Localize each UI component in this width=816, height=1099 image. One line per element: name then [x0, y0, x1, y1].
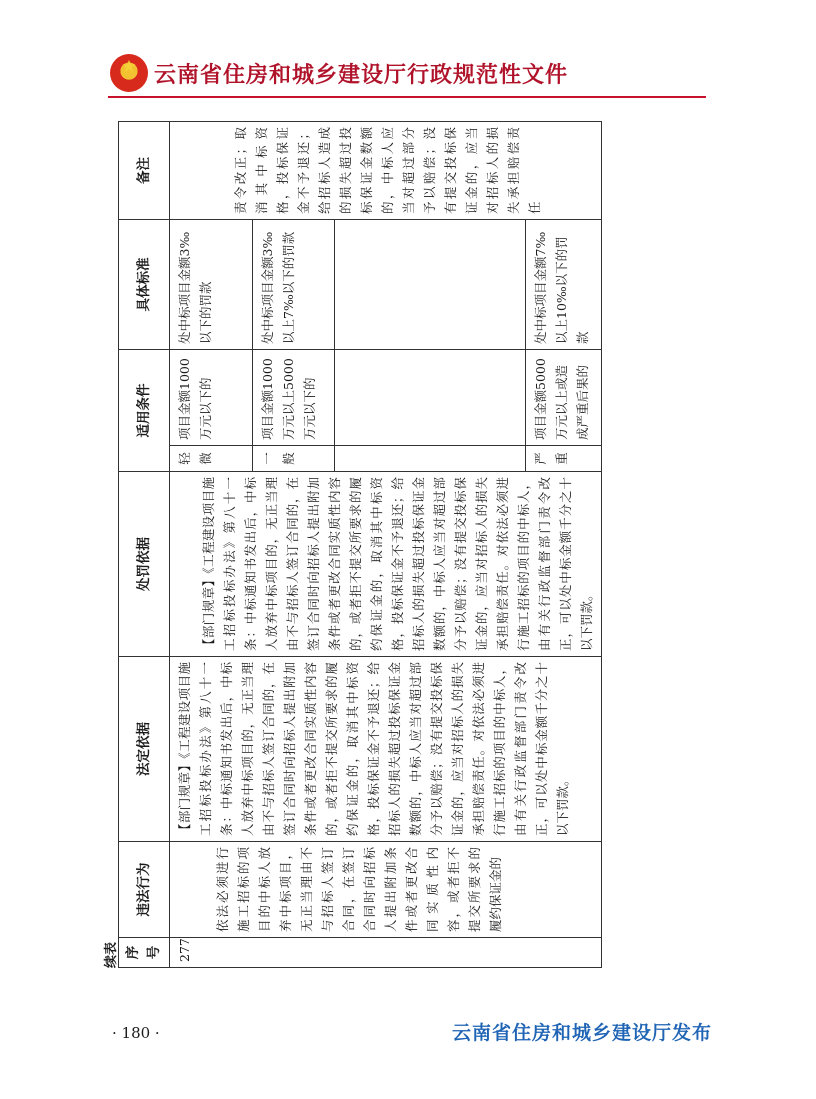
level-cell-minor: 轻微 [170, 446, 253, 472]
standard-cell-minor: 处中标项目金额3‰以下的罚款 [170, 220, 253, 350]
standard-cell-severe: 处中标项目金额7‰以上10‰以下的罚款 [525, 220, 601, 350]
col-header-penalty-basis: 处罚依据 [119, 472, 170, 657]
landscape-table-page [100, 114, 716, 986]
col-header-violation: 违法行为 [119, 842, 170, 938]
col-header-condition: 适用条件 [119, 350, 170, 472]
legal-basis-text: 【部门规章】《工程建设项目施工招标投标办法》第八十一条：中标通知书发出后，中标人放弃中标项目的，无正当理由不与招标人签订合同的，在签订合同时向招标人提出附加条件或者更改合同实质性内容的，或者拒不提交所要求的履约保证金的，取消其中标资格，投标保证金不予退还；给招标人的损失超过投标保证金数额的，中标人应当对超过部分予以赔偿；没有提交投标保证金的，应当对招标人的损失承担赔偿责任。对依法必须进行施工招标的项目的中标人，由有关行政监督部门责令改正，可以处中标金额千分之十以下罚款。 [177, 662, 570, 836]
violation-cell [170, 842, 602, 938]
publisher-footer: 云南省住房和城乡建设厅发布 [451, 1022, 712, 1044]
table-row [170, 122, 253, 968]
page-header [110, 52, 568, 94]
level-cell-severe: 严重 [525, 446, 601, 472]
table-header-row [119, 122, 170, 968]
header-divider [108, 96, 706, 98]
col-header-standard: 具体标准 [119, 220, 170, 350]
col-header-remark: 备注 [119, 122, 170, 220]
penalty-basis-cell [170, 472, 602, 657]
standard-cell-general: 处中标项目金额3‰以上7‰以下的罚款 [252, 220, 335, 350]
page-number: · 180 · [112, 1024, 160, 1042]
penalty-standard-table [118, 121, 602, 968]
violation-text: 依法必须进行施工招标的项目的中标人放弃中标项目，无正当理由不与招标人签订合同，在签订合同时向招标人提出附加条件或者更改合同实质性内容，或者拒不提交所要求的履约保证金的 [215, 847, 503, 932]
remark-cell [170, 122, 602, 220]
level-cell-general: 一般 [252, 446, 335, 472]
condition-cell-minor: 项目金额1000万元以下的 [170, 350, 253, 446]
continued-label: 续表 [104, 941, 119, 968]
rotated-table-region [100, 114, 716, 986]
blank-condition-cell [335, 350, 526, 446]
blank-level-cell [335, 446, 526, 472]
national-emblem-icon [110, 54, 148, 92]
col-header-seq: 序号 [119, 938, 170, 968]
document-series-title: 云南省住房和城乡建设厅行政规范性文件 [154, 62, 569, 88]
legal-basis-cell [170, 657, 602, 842]
row-seq: 277 [170, 938, 602, 968]
penalty-basis-text: 【部门规章】《工程建设项目施工招标投标办法》第八十一条：中标通知书发出后，中标人放弃中标项目的，无正当理由不与招标人签订合同的，在签订合同时向招标人提出附加条件或者更改合同实质性内容的，或者拒不提交所要求的履约保证金的，取消其中标资格，投标保证金不予退还；给招标人的损失超过投标保证金数额的，中标人应当对超过部分予以赔偿；没有提交投标保证金的，应当对招标人的损失承担赔偿责任。对依法必须进行施工招标的项目的中标人，由有关行政监督部门责令改正，可以处中标金额千分之十以下罚款。 [201, 477, 594, 651]
condition-cell-general: 项目金额1000万元以上5000万元以下的 [252, 350, 335, 446]
blank-standard-cell [335, 220, 526, 350]
remark-text: 责令改正；取消其中标资格，投标保证金不予退还；给招标人造成的损失超过投标保证金数额的，中标人应当对超过部分予以赔偿；没有提交投标保证金的，应当对招标人的损失承担赔偿责任 [233, 127, 542, 214]
col-header-legal-basis: 法定依据 [119, 657, 170, 842]
condition-cell-severe: 项目金额5000万元以上或造成严重后果的 [525, 350, 601, 446]
